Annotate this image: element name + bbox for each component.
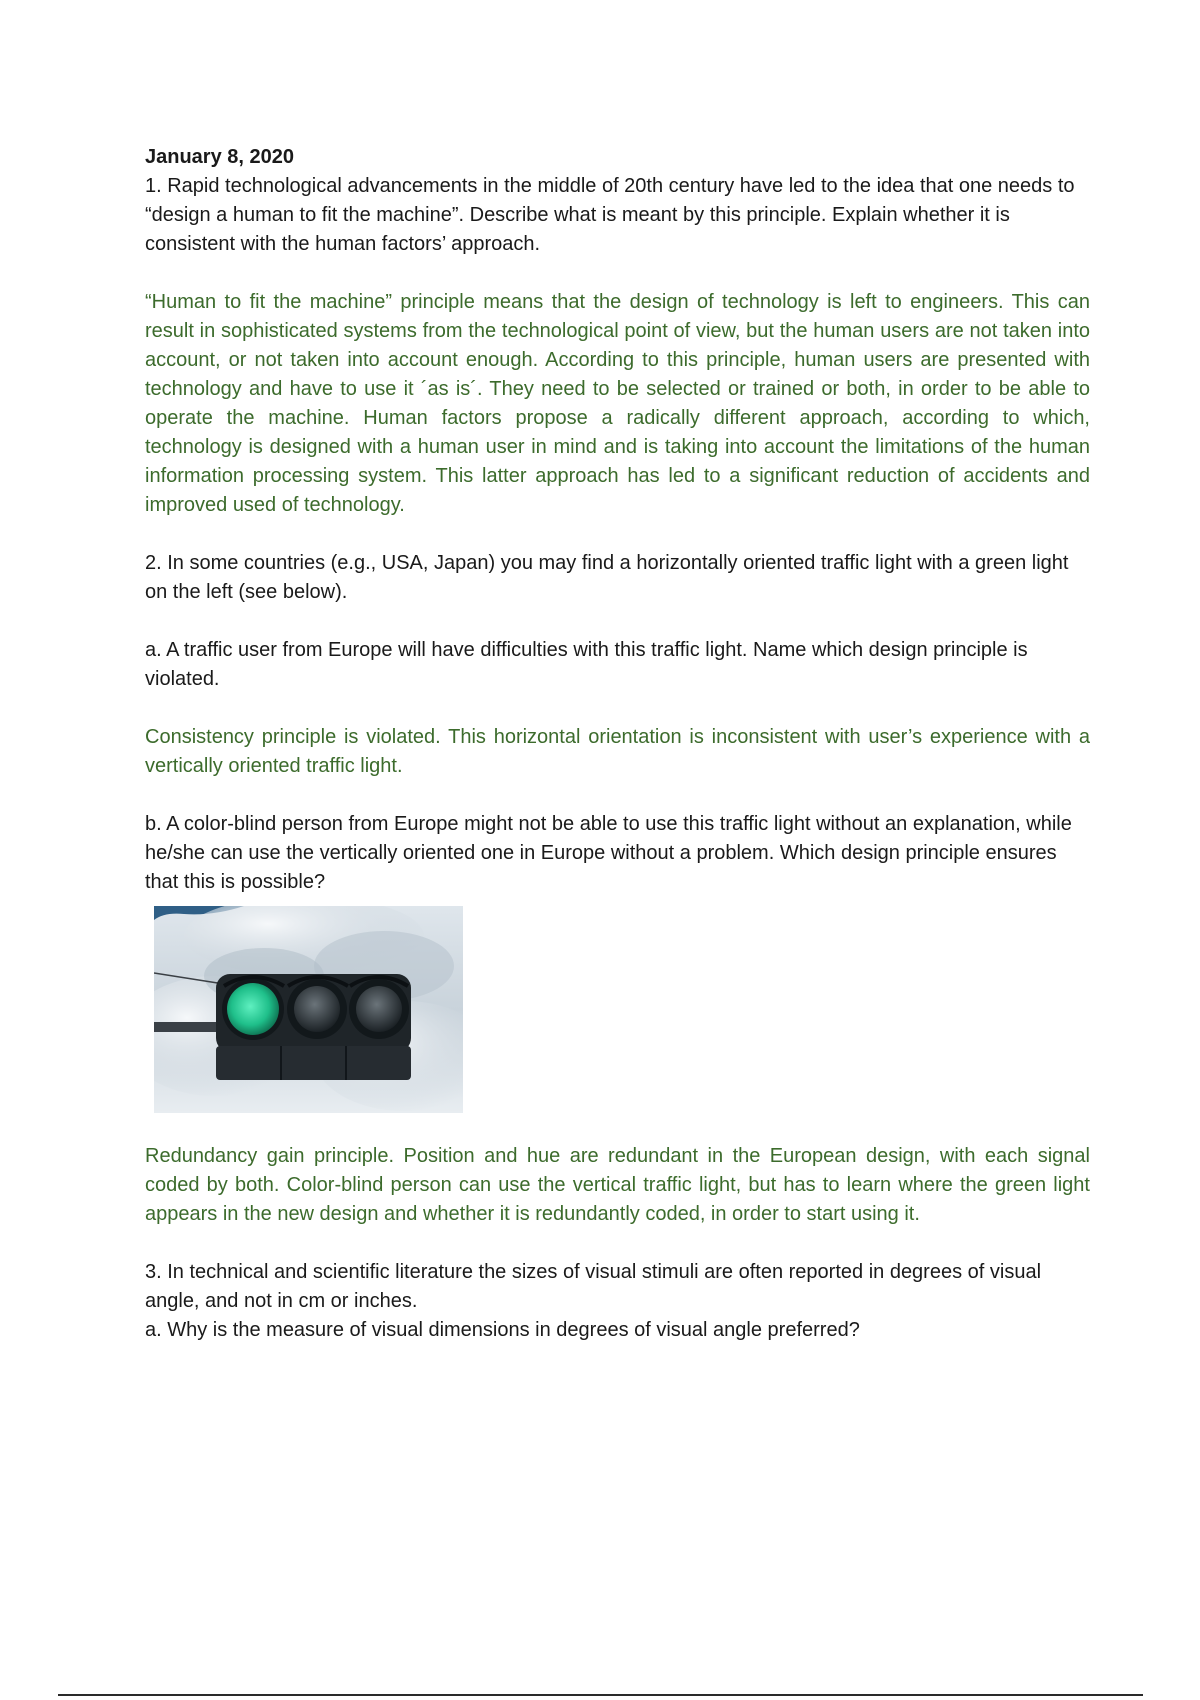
answer-1: “Human to fit the machine” principle means that the design of technology is left to engineers. This can result in sophisticated systems from the technological point of view, but the human users are not taken into account, or not taken into account enough. According to this principle, human users are presented with technology and have to use it ´as is´. They need to be selected or trained or both, in order to be able to operate the machine. Human factors propose a radically different approach, according to which, technology is designed with a human user in mind and is taking into account the limitations of the human information processing system. This latter approach has led to a significant reduction of accidents and improved used of technology.	[145, 291, 1090, 516]
spacer	[145, 259, 1090, 288]
document-page	[145, 143, 1090, 1345]
document-date: January 8, 2020	[145, 146, 294, 168]
traffic-light-photo	[154, 906, 463, 1113]
question-3-intro: 3. In technical and scientific literature the sizes of visual stimuli are often reported in degrees of visual angle, and not in cm or inches.	[145, 1261, 1042, 1312]
spacer	[145, 1229, 1090, 1258]
question-2b: b. A color-blind person from Europe might not be able to use this traffic light without an explanation, while he/she can use the vertically oriented one in Europe without a problem. Which design principle ensures that this is possible?	[145, 813, 1072, 893]
answer-2b: Redundancy gain principle. Position and hue are redundant in the European design, with each signal coded by both. Color-blind person can use the vertical traffic light, but has to learn where the green light appears in the new design and whether it is redundantly coded, in order to start using it.	[145, 1145, 1090, 1225]
question-1: 1. Rapid technological advancements in the middle of 20th century have led to the idea that one needs to “design a human to fit the machine”. Describe what is meant by this principle. Explain whether it is consistent with the human factors’ approach.	[145, 175, 1075, 255]
spacer	[145, 694, 1090, 723]
question-2a: a. A traffic user from Europe will have difficulties with this traffic light. Name which design principle is violated.	[145, 639, 1028, 690]
spacer	[145, 607, 1090, 636]
spacer	[145, 520, 1090, 549]
traffic-light-icon	[154, 906, 463, 1113]
footer-divider	[58, 1694, 1143, 1696]
answer-2a: Consistency principle is violated. This horizontal orientation is inconsistent with user’s experience with a vertically oriented traffic light.	[145, 726, 1090, 777]
spacer	[145, 781, 1090, 810]
question-2-intro: 2. In some countries (e.g., USA, Japan) you may find a horizontally oriented traffic light with a green light on the left (see below).	[145, 552, 1069, 603]
question-3a: a. Why is the measure of visual dimensions in degrees of visual angle preferred?	[145, 1319, 860, 1341]
spacer	[145, 1113, 1090, 1142]
